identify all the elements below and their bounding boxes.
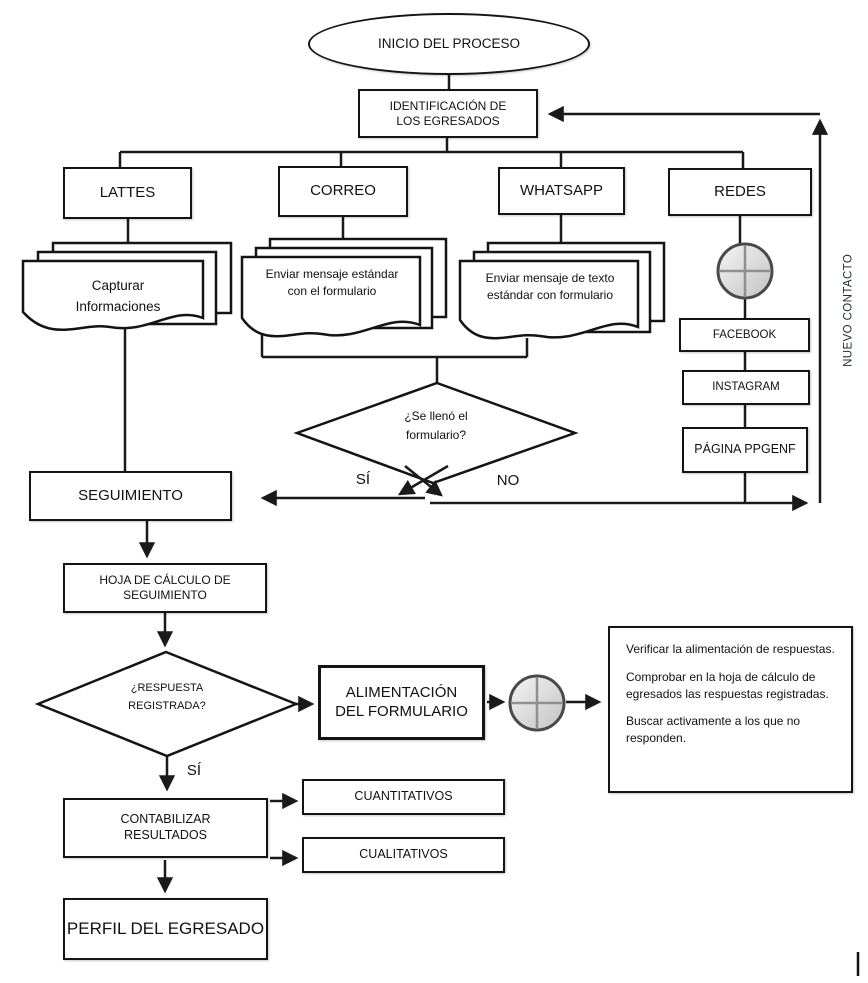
label-no-formulario: NO <box>496 472 520 489</box>
node-whatsapp-label: WHATSAPP <box>519 181 604 199</box>
label-si-respuesta: SÍ <box>186 762 202 779</box>
node-cualitativos-label: CUALITATIVOS <box>359 847 448 862</box>
node-perfil-egresado <box>63 898 268 960</box>
node-hoja-line2: SEGUIMIENTO <box>123 588 207 602</box>
node-hoja-line1: HOJA DE CÁLCULO DE <box>99 573 231 587</box>
decision-formulario-text <box>356 407 516 444</box>
doc-correo-text <box>247 266 417 301</box>
node-contabilizar-line2: RESULTADOS <box>124 828 207 842</box>
node-alimentacion-line1: ALIMENTACIÓN <box>345 683 458 701</box>
node-identificacion-line2: LOS EGRESADOS <box>396 113 500 128</box>
connector-circle-redes <box>718 244 772 298</box>
node-seguimiento <box>29 471 232 521</box>
doc-capturar-line1: Capturar <box>91 278 145 293</box>
decision-respuesta-line1: ¿RESPUESTA <box>130 682 204 694</box>
doc-correo-line2: con el formulario <box>287 284 377 299</box>
node-seguimiento-label: SEGUIMIENTO <box>78 486 183 504</box>
doc-whatsapp-text <box>462 270 638 305</box>
node-alimentacion <box>318 665 485 740</box>
label-nuevo-contacto: NUEVO CONTACTO <box>842 253 855 367</box>
node-correo <box>278 166 408 217</box>
node-lattes-label: LATTES <box>99 183 156 201</box>
doc-whatsapp-line2: estándar con formulario <box>486 288 614 303</box>
node-contabilizar-line1: CONTABILIZAR <box>120 812 211 827</box>
node-facebook-label: FACEBOOK <box>712 328 777 341</box>
node-inicio-label: INICIO DEL PROCESO <box>377 35 521 51</box>
notas-parrafo-1: Verificar la alimentación de respuestas. <box>626 642 835 656</box>
node-cualitativos <box>302 837 505 873</box>
node-contabilizar <box>63 798 268 858</box>
connector-circle-alimentacion <box>510 676 564 730</box>
node-identificacion <box>358 89 538 138</box>
notas-parrafo-3: Buscar activamente a los que no responden. <box>626 714 801 746</box>
node-redes-label: REDES <box>714 182 766 200</box>
node-identificacion-line1: IDENTIFICACIÓN DE <box>389 98 507 113</box>
decision-respuesta-text <box>87 680 247 715</box>
decision-respuesta-line2: REGISTRADA? <box>128 699 206 712</box>
node-whatsapp <box>498 167 625 215</box>
doc-capturar-line2: Informaciones <box>75 298 161 314</box>
node-instagram <box>682 370 810 405</box>
node-alimentacion-line2: DEL FORMULARIO <box>335 702 468 720</box>
node-cuantitativos <box>302 779 505 815</box>
notas-parrafo-2: Comprobar en la hoja de cálculo de egresados las respuestas registradas. <box>626 669 829 701</box>
node-facebook <box>679 318 810 352</box>
node-pagina-ppgenf <box>682 427 808 473</box>
node-inicio <box>308 13 590 75</box>
node-instagram-label: INSTAGRAM <box>712 381 780 394</box>
node-correo-label: CORREO <box>310 182 376 200</box>
node-notas <box>608 626 853 793</box>
node-perfil-label: PERFIL DEL EGRESADO <box>66 919 265 939</box>
doc-correo-line1: Enviar mensaje estándar <box>265 267 399 281</box>
node-hoja-calculo <box>63 563 267 613</box>
doc-capturar-text <box>33 276 203 318</box>
node-pagina-ppgenf-label: PÁGINA PPGENF <box>694 442 796 457</box>
decision-formulario-line1: ¿Se llenó el <box>404 409 468 423</box>
decision-formulario-line2: formulario? <box>405 427 467 442</box>
node-lattes <box>63 167 192 219</box>
node-cuantitativos-label: CUANTITATIVOS <box>354 789 453 804</box>
doc-whatsapp-line1: Enviar mensaje de texto <box>485 271 615 285</box>
label-si-formulario: SÍ <box>355 471 371 488</box>
node-redes <box>668 168 812 216</box>
